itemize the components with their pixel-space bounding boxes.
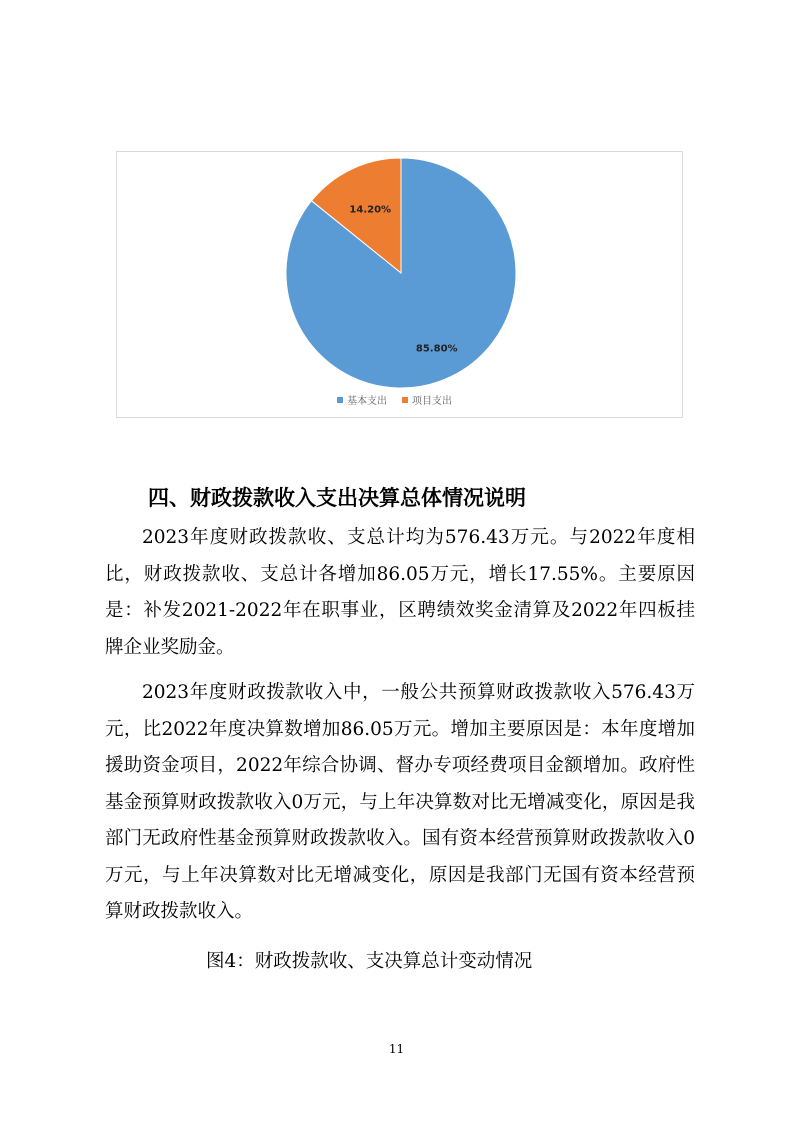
section-heading: 四、财政拨款收入支出决算总体情况说明 [148, 485, 526, 510]
page-number: 11 [388, 1042, 405, 1056]
pie-chart [116, 151, 683, 418]
pie-data-label-2: 14.20% [349, 204, 392, 216]
legend-item-1 [337, 394, 387, 407]
pie-data-label-1: 85.80% [415, 343, 458, 355]
figure-caption: 图4：财政拨款收、支决算总计变动情况 [206, 951, 533, 972]
pie-chart-svg [117, 152, 682, 417]
paragraph-1: 2023年度财政拨款收、支总计均为576.43万元。与2022年度相比，财政拨款收、支总计各增加86.05万元，增长17.55%。主要原因是：补发2021-2022年在职事业，区聘绩效奖金清算及2022年四板挂牌企业奖励金。 [105, 527, 695, 658]
legend-swatch-2 [402, 397, 408, 403]
legend-item-2 [402, 394, 452, 407]
legend-label-2: 项目支出 [412, 396, 452, 407]
legend-label-1: 基本支出 [347, 396, 387, 407]
legend-swatch-1 [337, 397, 343, 403]
paragraph-2: 2023年度财政拨款收入中，一般公共预算财政拨款收入576.43万元，比2022年度决算数增加86.05万元。增加主要原因是：本年度增加援助资金项目，2022年综合协调、督办专项经费项目金额增加。政府性基金预算财政拨款收入0万元，与上年决算数对比无增减变化，原因是我部门无政府性基金预算财政拨款收入。国有资本经营预算财政拨款收入0万元，与上年决算数对比无增减变化，原因是我部门无国有资本经营预算财政拨款收入。 [105, 682, 695, 922]
